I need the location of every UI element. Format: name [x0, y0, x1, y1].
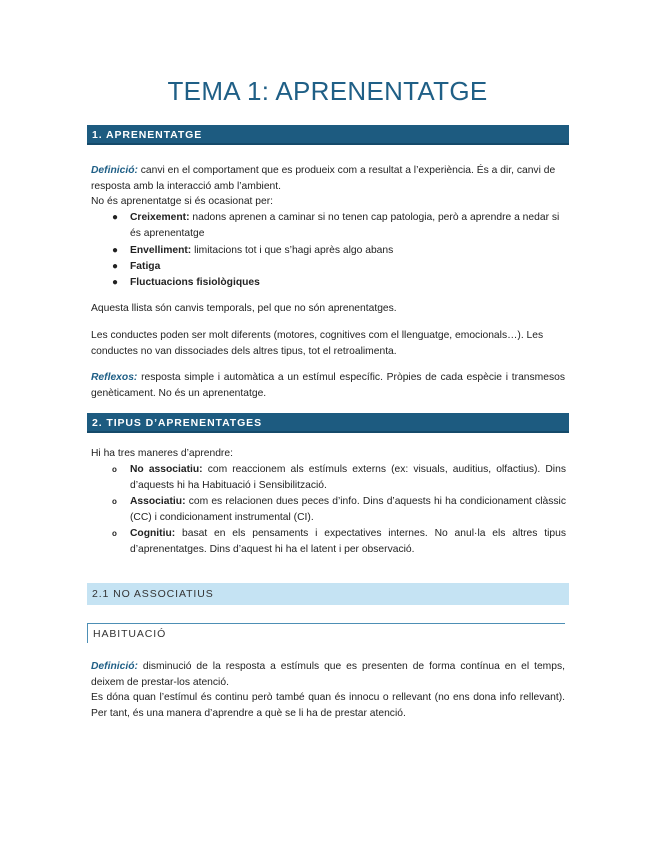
definition-label: Definició: [91, 165, 138, 176]
list-item-creixement: Creixement: nadons aprenen a caminar si no tenen cap patologia, però a aprendre a nedar si és aprenentatge [130, 212, 560, 239]
subsubsection-heading-habituacio: HABITUACIÓ [87, 623, 565, 643]
bullet-icon: ● [112, 261, 119, 272]
not-learning-intro: No és aprenentatge si és ocasionat per: [91, 196, 274, 207]
temporal-note: Aquesta llista són canvis temporals, pel que no són aprenentatges. [91, 303, 397, 314]
types-intro: Hi ha tres maneres d’aprendre: [91, 448, 233, 459]
habituation-definition-label: Definició: [91, 661, 138, 672]
section-heading-aprenentatge: 1. APRENENTATGE [87, 125, 569, 145]
reflexes-text: resposta simple i automàtica a un estímul específic. Pròpies de cada espècie i transmesos genèticament. No és un aprenentatge. [91, 372, 565, 399]
list-item-fluctuacions: Fluctuacions fisiològiques [130, 277, 260, 288]
habituation-definition-text: disminució de la resposta a estímuls que es presenten de forma contínua en el temps, deixem de prestar-los atenció. [91, 661, 565, 688]
list-item-associatiu: Associatiu: com es relacionen dues peces d’info. Dins d’aquests hi ha condicionament clàssic (CC) i condicionament instrumental (CI). [130, 496, 566, 523]
circle-bullet-icon: o [112, 529, 117, 538]
reflexes-label: Reflexos: [91, 372, 138, 383]
bullet-icon: ● [112, 212, 119, 223]
section-heading-tipus: 2. TIPUS D’APRENENTATGES [87, 413, 569, 433]
definition-paragraph [91, 163, 565, 194]
subsection-heading-no-associatius: 2.1 NO ASSOCIATIUS [87, 583, 569, 605]
list-item-fatiga: Fatiga [130, 261, 161, 272]
page-title: TEMA 1: APRENENTATGE [167, 76, 488, 106]
definition-text: canvi en el comportament que es produeix com a resultat a l’experiència. És a dir, canvi de resposta amb la interacció amb l’ambient. [91, 165, 556, 192]
habituation-definition [91, 659, 565, 690]
list-item-no-associatiu: No associatiu: com reaccionem als estímuls externs (ex: visuals, auditius, olfactius). Dins d’aquests hi ha Habituació i Sensibilització. [130, 464, 566, 491]
bullet-icon: ● [112, 277, 119, 288]
bullet-icon: ● [112, 245, 119, 256]
circle-bullet-icon: o [112, 497, 117, 506]
circle-bullet-icon: o [112, 465, 117, 474]
habituation-detail: Es dóna quan l’estímul és continu però també quan és innocu o rellevant (no ens dona info rellevant). Per tant, és una manera d’aprendre a què se li ha de prestar atenció. [91, 692, 565, 719]
list-item-cognitiu: Cognitiu: basat en els pensaments i expectatives internes. No anul·la els altres tipus d’aprenentatges. Dins d’aquest hi ha el latent i per observació. [130, 528, 566, 555]
behaviors-note: Les conductes poden ser molt diferents (motores, cognitives com el llenguatge, emocionals…). Les conductes no van dissociades dels altres tipus, tot el retroalimenta. [91, 330, 544, 357]
list-item-envelliment: Envelliment: limitacions tot i que s’hagi après algo abans [130, 245, 394, 256]
reflexes-paragraph [91, 370, 565, 401]
